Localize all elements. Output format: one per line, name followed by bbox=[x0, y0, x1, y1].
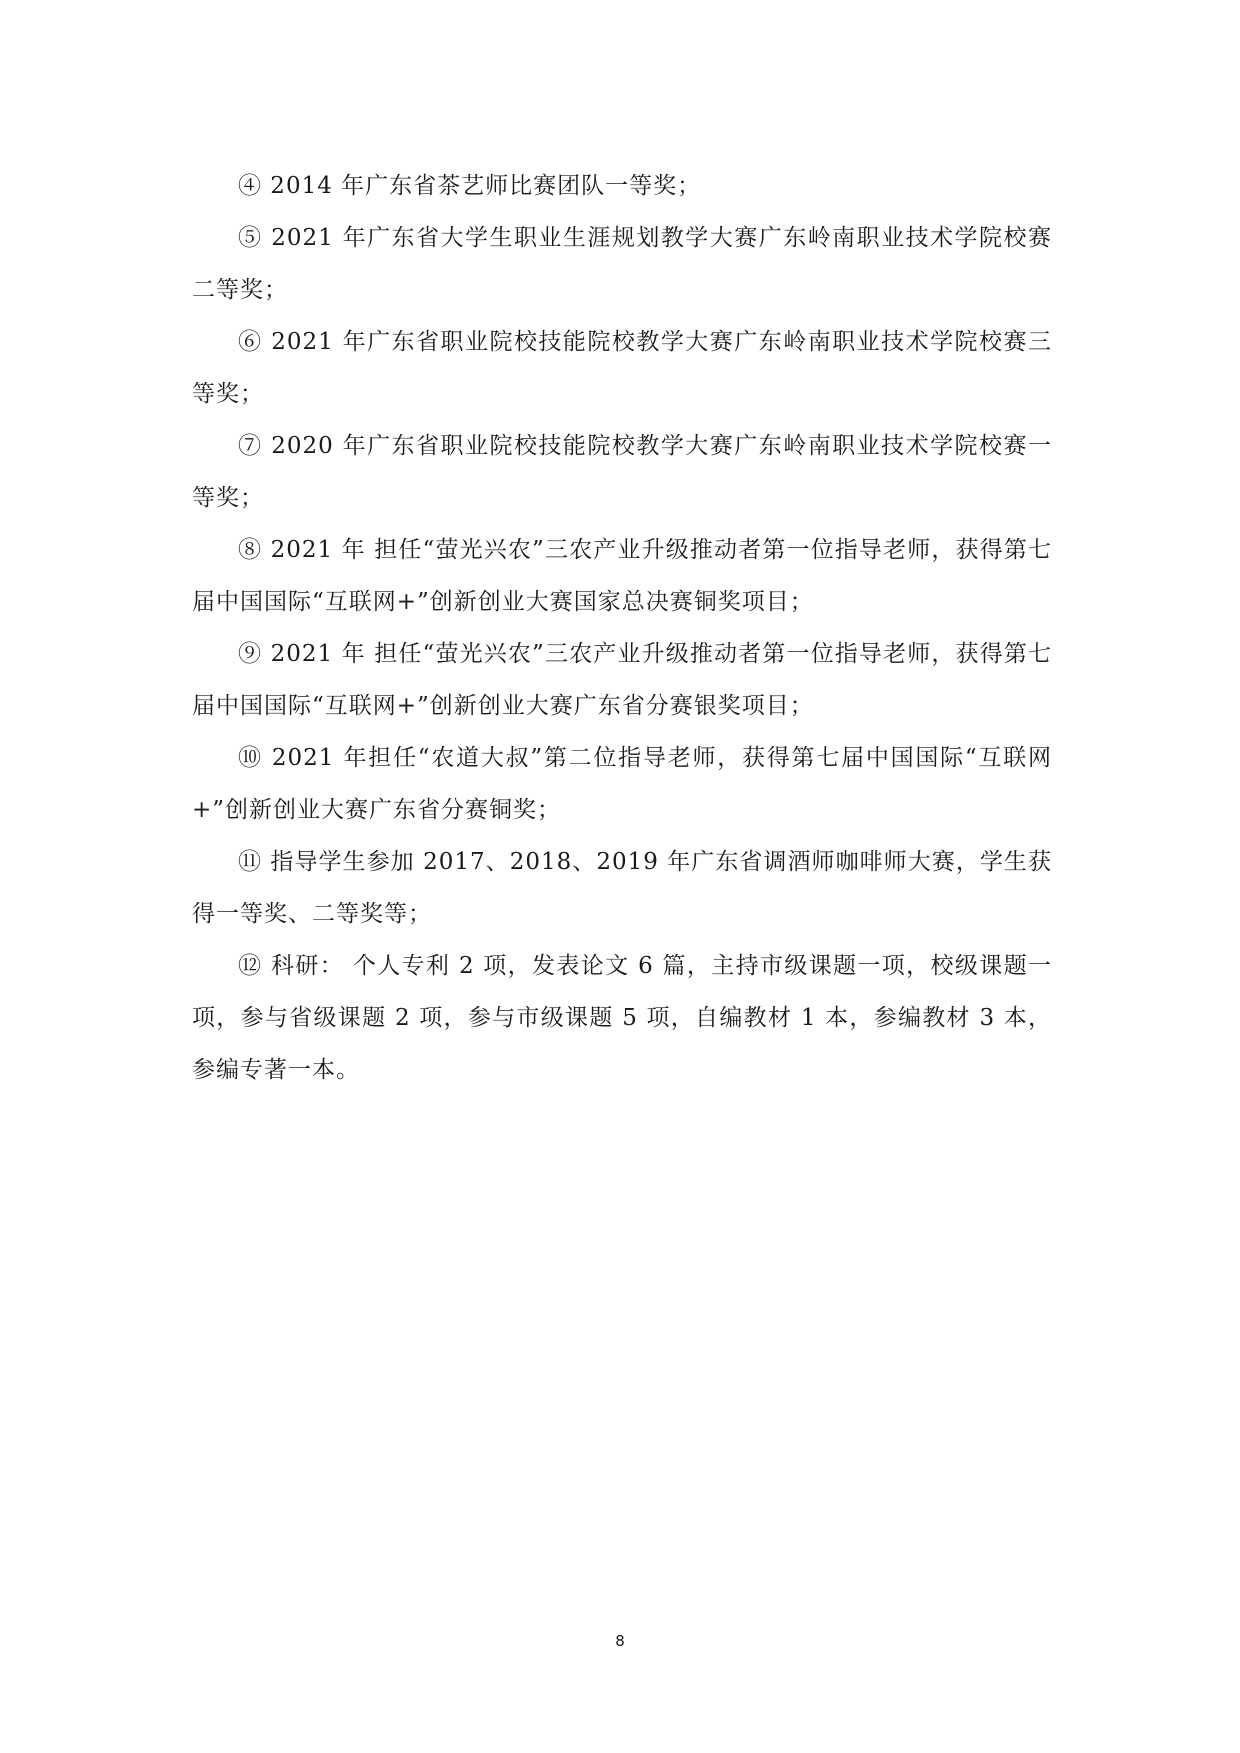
list-item: ⑪ 指导学生参加 2017、2018、2019 年广东省调酒师咖啡师大赛，学生获得一等奖、二等奖等； bbox=[192, 849, 1052, 927]
list-item: ⑤ 2021 年广东省大学生职业生涯规划教学大赛广东岭南职业技术学院校赛二等奖； bbox=[192, 225, 1052, 303]
list-item: ⑦ 2020 年广东省职业院校技能院校教学大赛广东岭南职业技术学院校赛一等奖； bbox=[192, 433, 1052, 511]
page-number: 8 bbox=[615, 1632, 625, 1650]
list-item: ④ 2014 年广东省茶艺师比赛团队一等奖； bbox=[238, 173, 702, 199]
list-item: ⑥ 2021 年广东省职业院校技能院校教学大赛广东岭南职业技术学院校赛三等奖； bbox=[192, 329, 1052, 407]
awards-list bbox=[192, 160, 1052, 1096]
list-item: ⑨ 2021 年 担任“萤光兴农”三农产业升级推动者第一位指导老师，获得第七届中国国际“互联网+”创新创业大赛广东省分赛银奖项目； bbox=[192, 641, 1052, 719]
list-item: ⑩ 2021 年担任“农道大叔”第二位指导老师，获得第七届中国国际“互联网+”创新创业大赛广东省分赛铜奖； bbox=[192, 745, 1052, 823]
list-item: ⑧ 2021 年 担任“萤光兴农”三农产业升级推动者第一位指导老师，获得第七届中国国际“互联网+”创新创业大赛国家总决赛铜奖项目； bbox=[192, 537, 1052, 615]
list-item: ⑫ 科研： 个人专利 2 项，发表论文 6 篇，主持市级课题一项，校级课题一项，参与省级课题 2 项，参与市级课题 5 项，自编教材 1 本，参编教材 3 本，参编专著一本。 bbox=[192, 953, 1052, 1083]
